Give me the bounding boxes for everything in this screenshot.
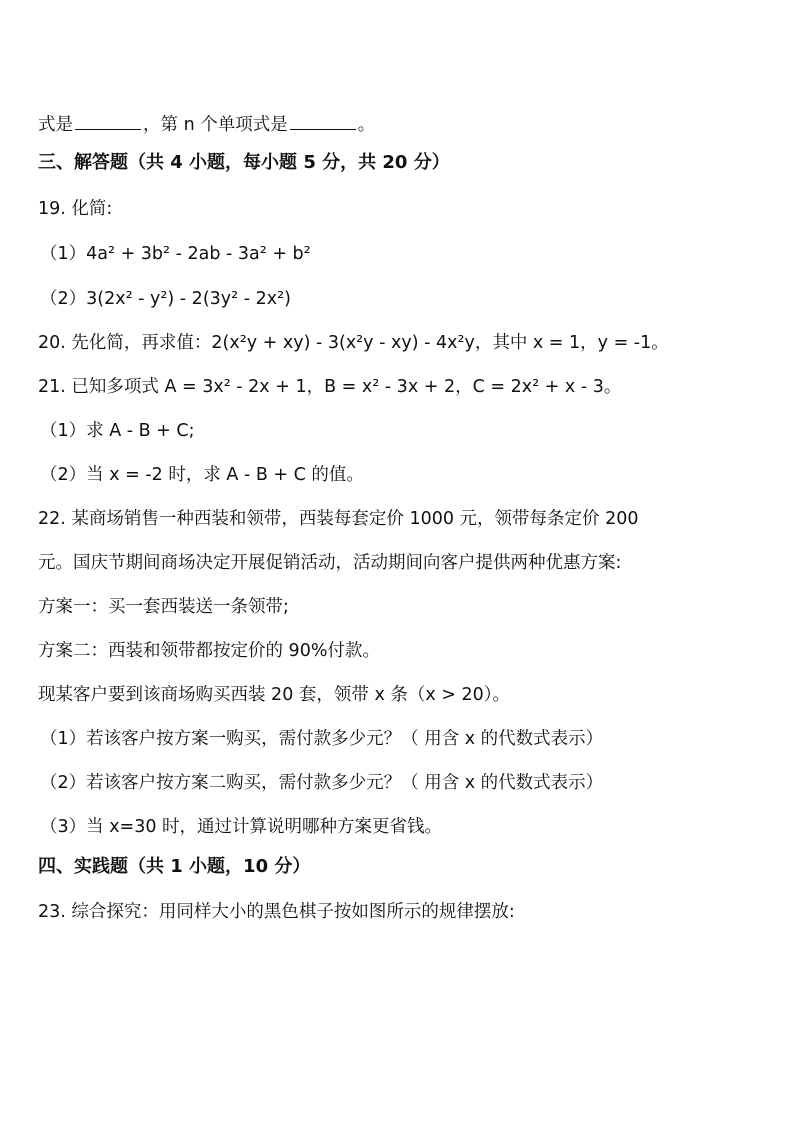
question-22-scenario: 现某客户要到该商场购买西装 20 套，领带 x 条（x > 20）。: [38, 685, 511, 705]
line-suffix: 。: [357, 115, 376, 135]
section-heading-answer-questions: 三、解答题（共 4 小题，每小题 5 分，共 20 分）: [38, 152, 450, 173]
question-21-part-1: （1）求 A - B + C;: [40, 421, 195, 441]
question-22-line-1: 22. 某商场销售一种西装和领带，西装每套定价 1000 元，领带每条定价 200: [38, 509, 639, 529]
question-22-part-2: （2）若该客户按方案二购买，需付款多少元？（ 用含 x 的代数式表示）: [40, 773, 604, 793]
question-23: 23. 综合探究：用同样大小的黑色棋子按如图所示的规律摆放:: [38, 902, 515, 922]
section-heading-practice: 四、实践题（共 1 小题，10 分）: [38, 856, 311, 877]
question-21: 21. 已知多项式 A = 3x² - 2x + 1，B = x² - 3x + 2，C = 2x² + x - 3。: [38, 377, 622, 397]
question-22-part-3: （3）当 x=30 时，通过计算说明哪种方案更省钱。: [40, 817, 443, 837]
question-22-plan-1: 方案一：买一套西装送一条领带;: [38, 597, 289, 617]
question-21-part-2: （2）当 x = -2 时，求 A - B + C 的值。: [40, 465, 364, 485]
answer-blank-1: [75, 112, 141, 130]
line-prefix: 式是: [38, 115, 73, 135]
question-22-line-2: 元。国庆节期间商场决定开展促销活动，活动期间向客户提供两种优惠方案:: [38, 553, 622, 573]
question-19-part-1: （1）4a² + 3b² - 2ab - 3a² + b²: [40, 244, 311, 264]
line-continuation: [38, 112, 375, 137]
question-19-part-2: （2）3(2x² - y²) - 2(3y² - 2x²): [40, 289, 291, 309]
question-19: 19. 化简:: [38, 199, 113, 219]
question-22-plan-2: 方案二：西装和领带都按定价的 90%付款。: [38, 641, 380, 661]
line-middle: ，第 n 个单项式是: [143, 115, 288, 135]
question-22-part-1: （1）若该客户按方案一购买，需付款多少元？（ 用含 x 的代数式表示）: [40, 729, 604, 749]
question-20: 20. 先化简，再求值：2(x²y + xy) - 3(x²y - xy) - 4x²y，其中 x = 1，y = -1。: [38, 333, 669, 353]
answer-blank-2: [290, 112, 356, 130]
